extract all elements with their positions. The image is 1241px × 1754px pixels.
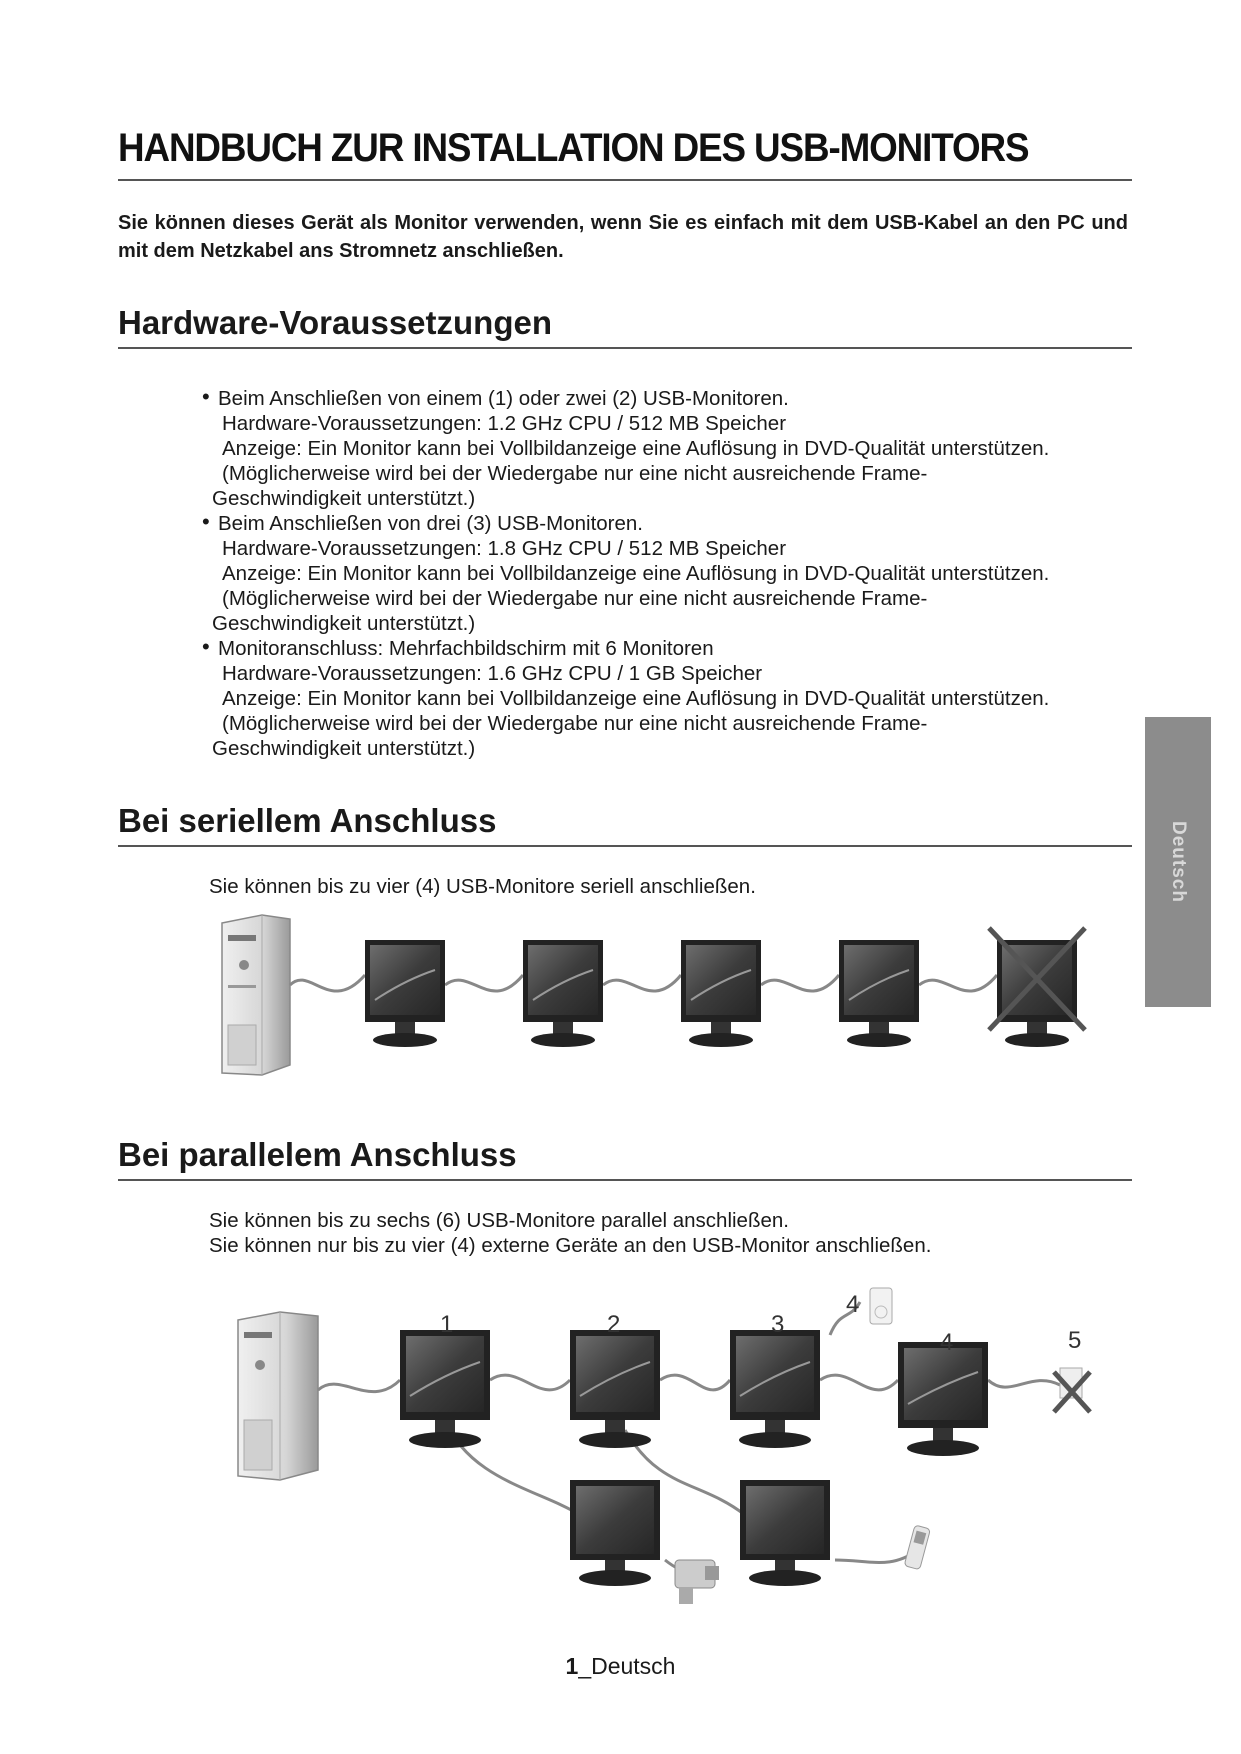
requirement-item — [198, 386, 1138, 511]
requirement-bullet: • Monitoranschluss: Mehrfachbildschirm mit 6 Monitoren — [198, 636, 1138, 661]
mobile-phone-icon — [904, 1525, 930, 1570]
monitor-icon — [740, 1480, 830, 1586]
usb-cable — [919, 975, 997, 991]
requirement-note-cont: Geschwindigkeit unterstützt.) — [212, 737, 476, 760]
monitor-icon — [400, 1330, 490, 1448]
camcorder-icon — [675, 1560, 719, 1604]
parallel-diagram — [0, 1280, 1241, 1610]
requirement-display: Anzeige: Ein Monitor kann bei Vollbildanzeige eine Auflösung in DVD-Qualität unterstützen. — [222, 687, 1050, 710]
monitor-icon — [898, 1342, 988, 1456]
monitor-icon — [365, 940, 445, 1047]
title-rule — [118, 179, 1132, 181]
requirement-bullet: • Beim Anschließen von drei (3) USB-Monitoren. — [198, 511, 1138, 536]
monitor-icon — [570, 1330, 660, 1448]
monitor-icon — [730, 1330, 820, 1448]
page-number: 1 — [565, 1653, 579, 1679]
page-footer — [0, 1653, 1241, 1680]
monitor-label: 3 — [771, 1311, 785, 1338]
requirement-note-cont: Geschwindigkeit unterstützt.) — [212, 612, 476, 635]
requirement-note: (Möglicherweise wird bei der Wiedergabe nur eine nicht ausreichende Frame- — [222, 587, 928, 610]
language-side-tab — [1145, 717, 1211, 1007]
serial-heading: Bei seriellem Anschluss — [118, 802, 497, 839]
monitor-icon — [570, 1480, 660, 1586]
usb-cable — [445, 975, 523, 991]
monitor-label: 1 — [440, 1311, 454, 1338]
parallel-rule — [118, 1179, 1132, 1181]
hardware-rule — [118, 347, 1132, 349]
requirement-item — [198, 636, 1138, 761]
pc-tower-icon — [238, 1312, 318, 1480]
requirement-item — [198, 511, 1138, 636]
requirement-display: Anzeige: Ein Monitor kann bei Vollbildanzeige eine Auflösung in DVD-Qualität unterstützen. — [222, 437, 1050, 460]
usb-cable — [318, 1380, 400, 1392]
requirement-hardware: Hardware-Voraussetzungen: 1.8 GHz CPU / 512 MB Speicher — [222, 537, 787, 560]
requirement-display: Anzeige: Ein Monitor kann bei Vollbildanzeige eine Auflösung in DVD-Qualität unterstützen. — [222, 562, 1050, 585]
monitor-icon — [839, 940, 919, 1047]
usb-cable — [820, 1375, 898, 1390]
serial-rule — [118, 845, 1132, 847]
usb-cable — [988, 1380, 1060, 1387]
parallel-text-2: Sie können nur bis zu vier (4) externe Geräte an den USB-Monitor anschließen. — [209, 1234, 932, 1257]
requirement-hardware: Hardware-Voraussetzungen: 1.2 GHz CPU / 512 MB Speicher — [222, 412, 787, 435]
disabled-device-icon — [1054, 1368, 1090, 1412]
usb-cable — [603, 975, 681, 991]
usb-cable — [290, 975, 365, 991]
monitor-icon — [681, 940, 761, 1047]
monitor-label: 2 — [607, 1311, 621, 1338]
requirement-note: (Möglicherweise wird bei der Wiedergabe nur eine nicht ausreichende Frame- — [222, 712, 928, 735]
hardware-heading: Hardware-Voraussetzungen — [118, 304, 552, 341]
serial-diagram — [0, 905, 1241, 1085]
requirement-hardware: Hardware-Voraussetzungen: 1.6 GHz CPU / 1 GB Speicher — [222, 662, 763, 685]
device-label: 5 — [1068, 1327, 1082, 1354]
monitor-icon — [523, 940, 603, 1047]
parallel-heading: Bei parallelem Anschluss — [118, 1136, 517, 1173]
usb-cable — [490, 1375, 570, 1390]
mp3-player-icon — [870, 1288, 892, 1324]
requirement-note-cont: Geschwindigkeit unterstützt.) — [212, 487, 476, 510]
footer-language: _Deutsch — [578, 1653, 676, 1679]
device-label: 4 — [846, 1291, 860, 1318]
monitor-label: 4 — [940, 1329, 954, 1356]
requirement-note: (Möglicherweise wird bei der Wiedergabe nur eine nicht ausreichende Frame- — [222, 462, 928, 485]
requirement-bullet: • Beim Anschließen von einem (1) oder zwei (2) USB-Monitoren. — [198, 386, 1138, 411]
serial-text: Sie können bis zu vier (4) USB-Monitore seriell anschließen. — [209, 875, 756, 898]
usb-cable — [761, 975, 839, 991]
pc-tower-icon — [222, 915, 290, 1075]
monitor-crossed-icon — [989, 928, 1085, 1047]
hardware-requirements-list — [198, 386, 1138, 761]
usb-cable — [660, 1375, 730, 1390]
intro-text: Sie können dieses Gerät als Monitor verwenden, wenn Sie es einfach mit dem USB-Kabel an den PC und mit dem Netzkabel ans Stromnetz anschließen. — [118, 212, 1128, 262]
side-tab-label: Deutsch — [1168, 821, 1189, 903]
page-title: HANDBUCH ZUR INSTALLATION DES USB-MONITORS — [118, 126, 1029, 170]
parallel-text-1: Sie können bis zu sechs (6) USB-Monitore parallel anschließen. — [209, 1209, 789, 1232]
